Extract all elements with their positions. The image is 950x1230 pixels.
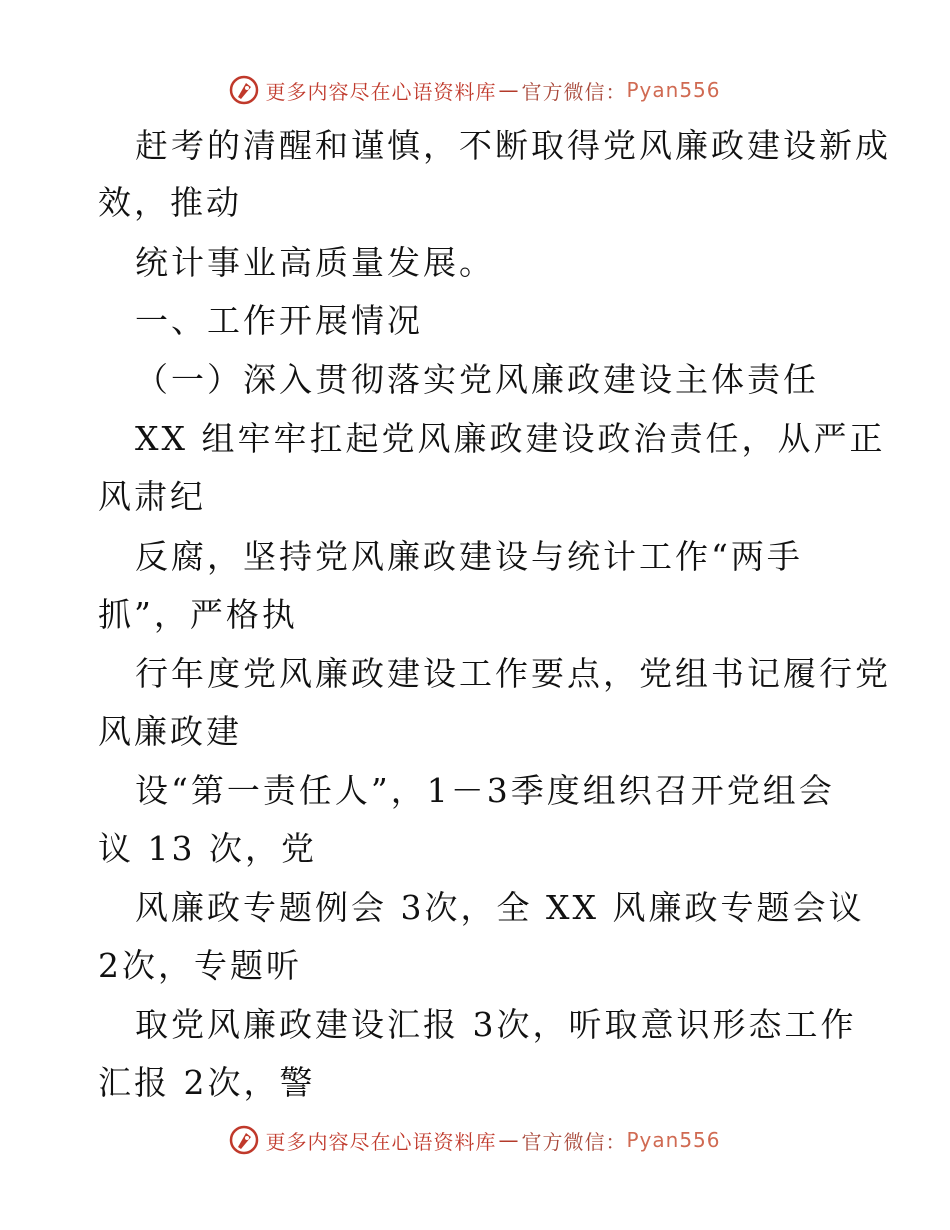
- watermark-banner-top: [0, 70, 950, 110]
- pen-nib-logo-icon: [229, 75, 259, 105]
- pen-nib-logo-icon: [229, 1125, 259, 1155]
- watermark-text: 更多内容尽在心语资料库: [265, 1129, 497, 1154]
- watermark-banner-bottom: [0, 1120, 950, 1160]
- paragraph-line: 设“第一责任人”，1－3季度组织召开党组会: [135, 771, 835, 810]
- watermark-wechat-label: 官方微信：: [521, 1129, 627, 1154]
- paragraph-line: 统计事业高质量发展。: [135, 243, 495, 282]
- paragraph-line: 行年度党风廉政建设工作要点，党组书记履行党: [135, 654, 891, 693]
- paragraph-line: 赶考的清醒和谨慎，不断取得党风廉政建设新成: [135, 126, 891, 165]
- paragraph-line: 风肃纪: [98, 477, 206, 516]
- paragraph-line: 抓”，严格执: [98, 595, 298, 634]
- paragraph-line: 风廉政建: [98, 712, 242, 751]
- section-heading: 一、工作开展情况: [135, 301, 423, 340]
- watermark-separator: —: [498, 1128, 520, 1152]
- paragraph-line: 汇报 2次，警: [98, 1063, 316, 1102]
- subsection-heading: （一）深入贯彻落实党风廉政建设主体责任: [135, 360, 819, 399]
- paragraph-line: 2次，专题听: [98, 946, 302, 985]
- watermark-separator: —: [498, 78, 520, 102]
- watermark-wechat-label: 官方微信：: [521, 79, 627, 104]
- watermark-text: 更多内容尽在心语资料库: [265, 79, 497, 104]
- paragraph-line: XX 组牢牢扛起党风廉政建设政治责任，从严正: [135, 419, 886, 458]
- paragraph-line: 风廉政专题例会 3次，全 XX 风廉政专题会议: [135, 888, 865, 927]
- paragraph-line: 议 13 次，党: [98, 829, 317, 868]
- paragraph-line: 取党风廉政建设汇报 3次，听取意识形态工作: [135, 1005, 857, 1044]
- paragraph-line: 效，推动: [98, 183, 242, 222]
- paragraph-line: 反腐，坚持党风廉政建设与统计工作“两手: [135, 537, 803, 576]
- watermark-wechat-id: Pyan556: [626, 78, 721, 102]
- watermark-wechat-id: Pyan556: [626, 1128, 721, 1152]
